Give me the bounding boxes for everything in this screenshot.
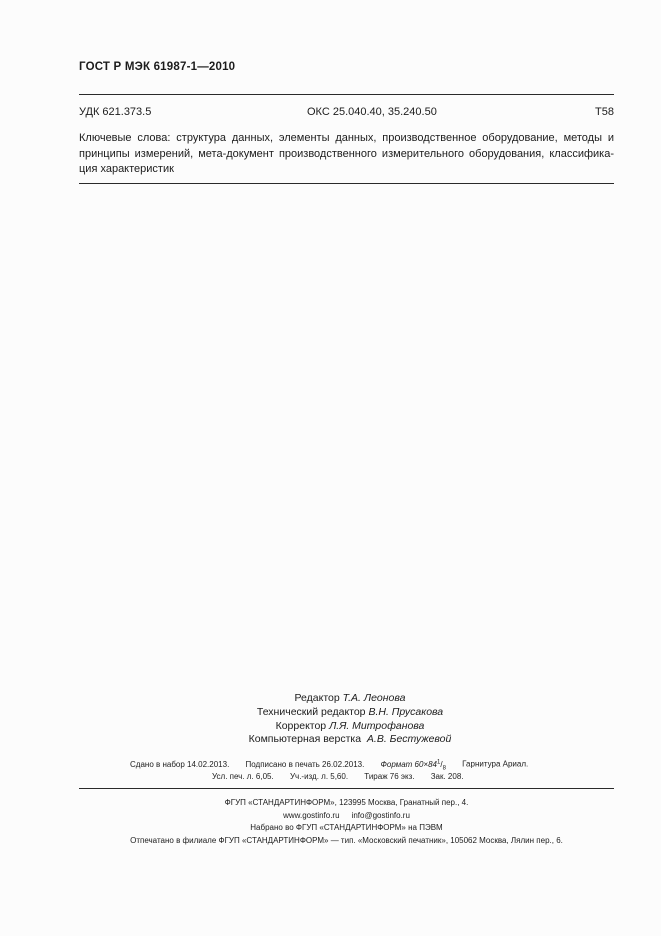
publ-sheets: Уч.-изд. л. 5,60. <box>289 772 349 781</box>
credit-tech-editor: Технический редактор В.Н. Прусакова <box>256 705 444 718</box>
keywords-bottom-rule <box>79 183 614 184</box>
editor-name: Т.А. Леонова <box>342 692 406 704</box>
keywords-label: Ключевые слова: <box>79 132 171 144</box>
credit-editor: Редактор Т.А. Леонова <box>294 692 406 704</box>
t-code: Т58 <box>595 106 614 118</box>
keywords-text: структура данных, элементы данных, производственное оборудование, методы и принципы измерений, мета-документ производственного измерительного оборудования, классифика-ция характеристик <box>79 132 614 175</box>
publication-row-2 <box>212 772 464 781</box>
top-rule <box>79 94 614 95</box>
classification-row <box>79 106 614 120</box>
typeset-by: Набрано во ФГУП «СТАНДАРТИНФОРМ» на ПЭВМ <box>250 823 443 832</box>
credits-block <box>180 692 520 747</box>
typeset-date: Сдано в набор 14.02.2013. <box>130 759 230 769</box>
order-number: Зак. 208. <box>430 772 464 781</box>
layout-name: А.В. Бестужевой <box>366 733 452 746</box>
circulation: Тираж 76 экз. <box>364 772 415 781</box>
font-info: Гарнитура Ариал. <box>462 759 529 769</box>
imprint-block <box>79 797 614 847</box>
keywords-paragraph <box>79 131 614 178</box>
format: Формат $60\times 84^1/_8$ <box>380 759 446 772</box>
printed-at: Отпечатано в филиале ФГУП «СТАНДАРТИНФОРМ» — тип. «Московский печатник», 105062 Москва, Лялин пер., 6. <box>130 835 563 845</box>
corrector-name: Л.Я. Митрофанова <box>329 719 425 732</box>
oks-code: ОКС 25.040.40, 35.240.50 <box>307 106 437 118</box>
website-link[interactable]: www.gostinfo.ru <box>283 810 340 820</box>
credit-layout: Компьютерная верстка А.В. Бестужевой <box>248 733 452 746</box>
email-link[interactable]: info@gostinfo.ru <box>351 810 410 820</box>
tech-editor-name: В.Н. Прусакова <box>368 705 444 718</box>
standard-number: ГОСТ Р МЭК 61987-1—2010 <box>79 61 236 73</box>
print-sheets: Усл. печ. л. 6,05. <box>212 772 274 781</box>
publisher-address: ФГУП «СТАНДАРТИНФОРМ», 123995 Москва, Гранатный пер., 4. <box>224 798 469 807</box>
credit-corrector: Корректор Л.Я. Митрофанова <box>275 719 425 732</box>
publication-row-1 <box>130 759 528 771</box>
udk-code: УДК 621.373.5 <box>79 106 152 118</box>
contacts <box>79 810 614 823</box>
imprint-top-rule <box>79 788 614 789</box>
signed-date: Подписано в печать 26.02.2013. <box>245 759 365 769</box>
